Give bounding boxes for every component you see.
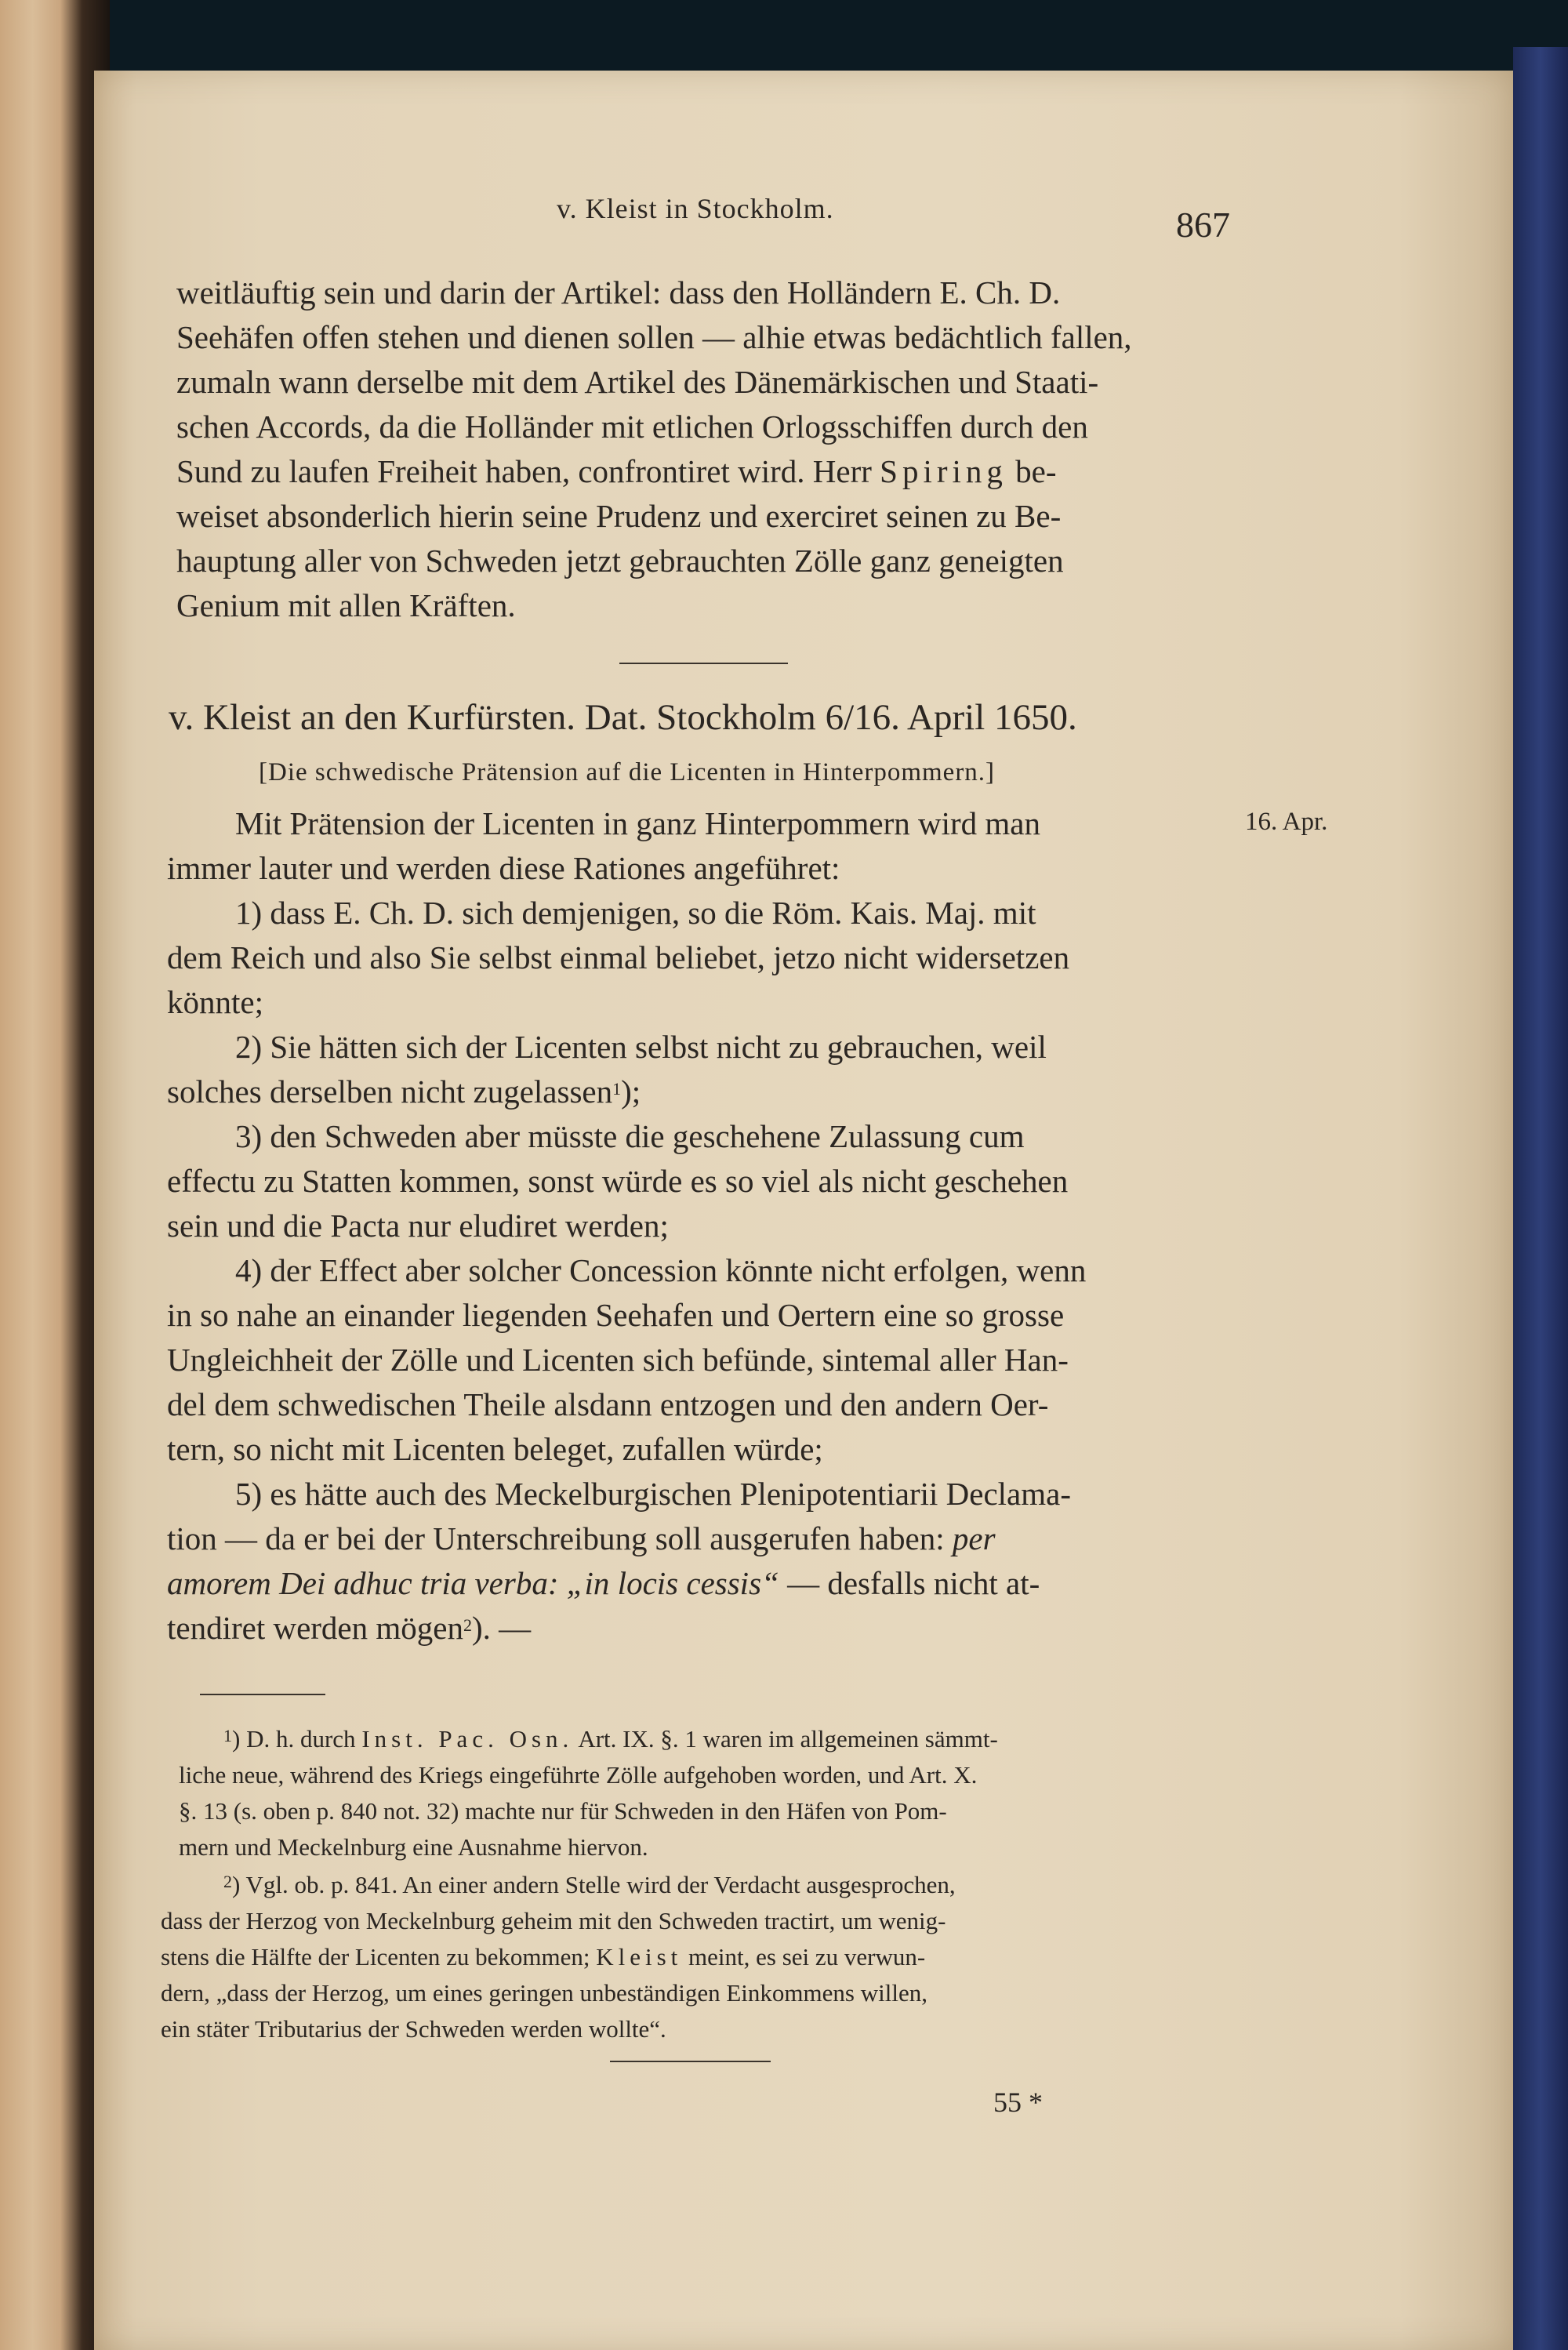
body-text: tion — da er bei der Unterschreibung soll ausgerufen haben:: [167, 1520, 945, 1556]
latin-quote: per: [952, 1520, 996, 1556]
page-number: 867: [1176, 205, 1230, 245]
running-title: v. Kleist in Stockholm.: [557, 193, 834, 224]
footnote-text: meint, es sei zu verwun-: [688, 1943, 926, 1970]
body-line: [176, 449, 1057, 494]
body-line: 5) es hätte auch des Meckelburgischen Plenipotentiarii Declama-: [235, 1476, 1071, 1512]
footnote-divider: [200, 1694, 325, 1695]
body-line: 2) Sie hätten sich der Licenten selbst nicht zu gebrauchen, weil: [235, 1029, 1047, 1065]
body-line: 3) den Schweden aber müsste die geschehene Zulassung cum: [235, 1118, 1025, 1154]
footnote-marker: 2: [463, 1615, 472, 1635]
body-line: Ungleichheit der Zölle und Licenten sich befünde, sintemal aller Han-: [167, 1342, 1069, 1378]
body-line: zumaln wann derselbe mit dem Artikel des Dänemärkischen und Staati-: [176, 364, 1099, 400]
footnote-number: 1: [223, 1726, 232, 1745]
letter-heading: v. Kleist an den Kurfürsten. Dat. Stockholm 6/16. April 1650.: [169, 697, 1077, 738]
footnote-line: $^2$) Vgl. ob. p. 841. An einer andern Stelle wird der Verdacht ausgesprochen,: [223, 1871, 956, 1898]
body-line: weiset absonderlich hierin seine Prudenz und exerciret seinen zu Be-: [176, 498, 1062, 534]
signature-mark: 55 *: [993, 2087, 1043, 2118]
body-line: in so nahe an einander liegenden Seehafen und Oertern eine so grosse: [167, 1297, 1065, 1333]
footnote-line: ein stäter Tributarius der Schweden werden wollte“.: [161, 2015, 666, 2043]
body-line: 1) dass E. Ch. D. sich demjenigen, so die Röm. Kais. Maj. mit: [235, 895, 1036, 931]
margin-date: 16. Apr.: [1245, 808, 1328, 836]
footnote-line: dass der Herzog von Meckelnburg geheim mit den Schweden tractirt, um wenig-: [161, 1907, 946, 1934]
book-cover-edge: [1513, 47, 1568, 2350]
body-line: [167, 1070, 641, 1114]
body-line: [167, 1561, 1040, 1606]
body-text: ). —: [471, 1610, 532, 1646]
footnote-text: stens die Hälfte der Licenten zu bekommen;: [161, 1943, 590, 1970]
footnote-line: dern, „dass der Herzog, um eines geringen unbeständigen Einkommens willen,: [161, 1979, 927, 2007]
footnote-text: Vgl. ob. p. 841. An einer andern Stelle wird der Verdacht ausgesprochen,: [245, 1871, 956, 1898]
body-line: schen Accords, da die Holländer mit etlichen Orlogsschiffen durch den: [176, 409, 1088, 445]
body-line: dem Reich und also Sie selbst einmal beliebet, jetzo nicht widersetzen: [167, 939, 1070, 975]
body-line: Mit Prätension der Licenten in ganz Hinterpommern wird man: [235, 805, 1041, 841]
body-text: );: [621, 1073, 641, 1110]
latin-quote: amorem Dei adhuc tria verba: „in locis cessis“: [167, 1565, 779, 1601]
body-line: immer lauter und werden diese Rationes angeführet:: [167, 850, 840, 886]
book-spine-left-page: [0, 0, 110, 2350]
body-line: sein und die Pacta nur eludiret werden;: [167, 1208, 669, 1244]
footnote-marker: 1: [612, 1079, 622, 1099]
body-line: effectu zu Statten kommen, sonst würde es so viel als nicht geschehen: [167, 1163, 1069, 1199]
body-line: Seehäfen offen stehen und dienen sollen — alhie etwas bedächtlich fallen,: [176, 319, 1132, 355]
footnote-line: liche neue, während des Kriegs eingeführte Zölle aufgehoben worden, und Art. X.: [179, 1761, 978, 1789]
body-text: solches derselben nicht zugelassen: [167, 1073, 613, 1110]
body-line: Genium mit allen Kräften.: [176, 587, 516, 623]
footnote-line: [161, 1939, 925, 1975]
spaced-name: Kleist: [596, 1943, 683, 1970]
body-line: könnte;: [167, 984, 263, 1020]
body-line: tern, so nicht mit Licenten beleget, zufallen würde;: [167, 1431, 823, 1467]
footnote-line: §. 13 (s. oben p. 840 not. 32) machte nur für Schweden in den Häfen von Pom-: [179, 1797, 947, 1825]
body-text: — desfalls nicht at-: [787, 1565, 1040, 1601]
body-line: [167, 1516, 996, 1561]
body-line: weitläuftig sein und darin der Artikel: dass den Holländern E. Ch. D.: [176, 274, 1061, 311]
letter-subheading: [Die schwedische Prätension auf die Licenten in Hinterpommern.]: [259, 758, 996, 786]
footnote-text: D. h. durch: [246, 1725, 356, 1753]
body-line: [167, 1606, 531, 1651]
footnote-number: 2: [223, 1872, 232, 1891]
body-text: be-: [1015, 453, 1057, 489]
body-line: hauptung aller von Schweden jetzt gebrauchten Zölle ganz geneigten: [176, 543, 1064, 579]
footnote-end-divider: [610, 2061, 771, 2062]
footnote-text: Art. IX. §. 1 waren im allgemeinen sämmt-: [578, 1725, 998, 1753]
footnote-line: $^1$) D. h. durch Inst. Pac. Osn. Art. IX. §. 1 waren im allgemeinen sämmt-: [223, 1725, 998, 1753]
footnote-line: mern und Meckelnburg eine Ausnahme hiervon.: [179, 1833, 648, 1861]
section-divider: [619, 663, 788, 664]
body-line: 4) der Effect aber solcher Concession könnte nicht erfolgen, wenn: [235, 1252, 1087, 1288]
body-line: del dem schwedischen Theile alsdann entzogen und den andern Oer-: [167, 1386, 1049, 1422]
body-text: Sund zu laufen Freiheit haben, confrontiret wird. Herr: [176, 453, 872, 489]
body-text: tendiret werden mögen: [167, 1610, 463, 1646]
spaced-name: Spiring: [880, 453, 1007, 489]
treaty-name: Inst. Pac. Osn.: [361, 1725, 574, 1753]
